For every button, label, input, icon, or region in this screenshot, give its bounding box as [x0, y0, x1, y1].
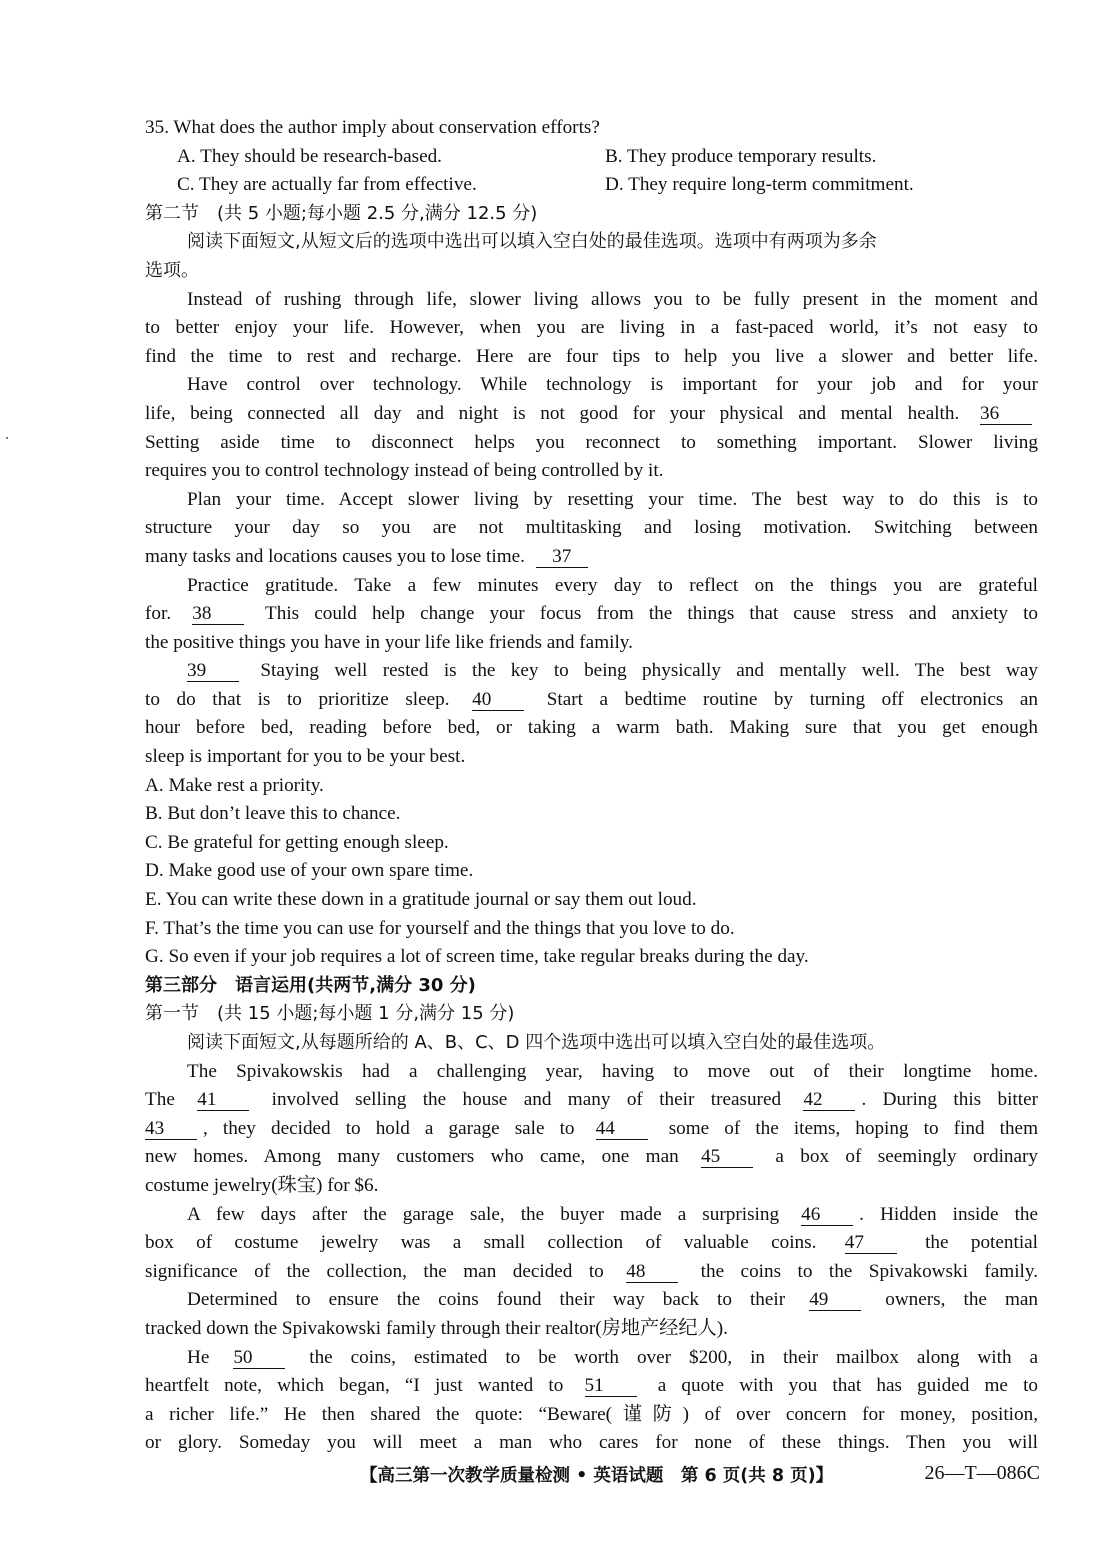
passage-line — [145, 1143, 1038, 1172]
passage-line — [145, 1229, 1038, 1258]
passage-text: Staying well rested is the key to being physically and mentally well. The best way — [260, 660, 1039, 682]
passage-text: heartfelt note, which began, “I just wanted to — [145, 1375, 564, 1397]
passage-text: to do that is to prioritize sleep. — [145, 688, 450, 710]
blank-42[interactable]: 42 — [803, 1090, 855, 1111]
option-a[interactable]: A. Make rest a priority. — [145, 774, 324, 796]
part-3-instruction: 阅读下面短文,从每题所给的 A、B、C、D 四个选项中选出可以填入空白处的最佳选项。 — [187, 1032, 886, 1053]
passage-text: He — [187, 1346, 210, 1368]
option-c[interactable]: C. Be grateful for getting enough sleep. — [145, 831, 449, 853]
passage-line: to better enjoy your life. However, when you are living in a fast-paced world, it’s not easy to — [145, 317, 1038, 339]
passage-line: Instead of rushing through life, slower living allows you to be fully present in the moment and — [187, 288, 1038, 310]
passage-text: This could help change your focus from the things that cause stress and anxiety to — [265, 603, 1039, 625]
option-e[interactable]: E. You can write these down in a gratitude journal or say them out loud. — [145, 889, 697, 911]
blank-47[interactable]: 47 — [845, 1233, 897, 1254]
passage-text: box of costume jewelry was a small collection of valuable coins. — [145, 1232, 817, 1254]
passage-line: Plan your time. Accept slower living by resetting your time. The best way to do this is to — [187, 488, 1038, 510]
blank-36[interactable]: 36 — [980, 404, 1032, 425]
option-b[interactable]: B. But don’t leave this to chance. — [145, 803, 401, 825]
passage-line: sleep is important for you to be your best. — [145, 746, 466, 768]
section-2-instruction: 阅读下面短文,从短文后的选项中选出可以填入空白处的最佳选项。选项中有两项为多余 — [187, 231, 877, 253]
passage-text: the coins, estimated to be worth over $200, in their mailbox along with a — [309, 1346, 1038, 1368]
blank-41[interactable]: 41 — [197, 1090, 249, 1111]
q35-option-b[interactable]: B. They produce temporary results. — [605, 145, 877, 167]
passage-text: a quote with you that has guided me to — [657, 1375, 1039, 1397]
passage-line — [145, 600, 1038, 629]
question-35-stem: 35. What does the author imply about conservation efforts? — [145, 117, 600, 138]
passage-text: A few days after the garage sale, the buyer made a surprising — [187, 1203, 780, 1225]
passage-line: tracked down the Spivakowski family through their realtor(房地产经纪人). — [145, 1317, 728, 1339]
passage-line: the positive things you have in your life like friends and family. — [145, 631, 633, 653]
q35-option-a[interactable]: A. They should be research-based. — [177, 145, 442, 167]
passage-text: the potential — [925, 1232, 1039, 1254]
passage-line: costume jewelry(珠宝) for $6. — [145, 1174, 379, 1196]
passage-text: The — [145, 1089, 175, 1111]
passage-line: requires you to control technology instead of being controlled by it. — [145, 460, 664, 482]
blank-48[interactable]: 48 — [626, 1262, 678, 1283]
passage-line — [145, 1258, 1038, 1287]
passage-text: life, being connected all day and night is not good for your physical and mental health. — [145, 402, 960, 424]
part-3-heading: 第三部分 语言运用(共两节,满分 30 分) — [145, 974, 476, 996]
option-d[interactable]: D. Make good use of your own spare time. — [145, 860, 474, 882]
passage-text: involved selling the house and many of their treasured — [271, 1089, 782, 1111]
passage-line — [145, 1201, 1038, 1230]
passage-line — [145, 543, 1038, 572]
passage-text: . During this bitter — [861, 1089, 1038, 1111]
blank-40[interactable]: 40 — [472, 690, 524, 711]
passage-text: . Hidden inside the — [859, 1203, 1039, 1225]
blank-37[interactable]: 37 — [536, 547, 588, 568]
passage-line — [145, 657, 1038, 686]
passage-line: Have control over technology. While technology is important for your job and for your — [187, 374, 1038, 396]
blank-44[interactable]: 44 — [596, 1119, 648, 1140]
passage-line: a richer life.” He then shared the quote: “Beware(谨防) of over concern for money, position, — [145, 1403, 1038, 1425]
passage-line: The Spivakowskis had a challenging year, having to move out of their longtime home. — [187, 1060, 1038, 1082]
passage-line: hour before bed, reading before bed, or taking a warm bath. Making sure that you get enough — [145, 717, 1038, 739]
passage-line — [145, 1086, 1038, 1115]
page-footer — [360, 1462, 1040, 1487]
passage-line — [145, 1115, 1038, 1144]
blank-43[interactable]: 43 — [145, 1119, 197, 1140]
q35-option-c[interactable]: C. They are actually far from effective. — [177, 174, 477, 196]
option-f[interactable]: F. That’s the time you can use for yourself and the things that you love to do. — [145, 917, 735, 939]
footer-code: 26—T—086C — [924, 1462, 1040, 1484]
passage-text: new homes. Among many customers who came, one man — [145, 1146, 679, 1168]
blank-49[interactable]: 49 — [809, 1290, 861, 1311]
section-2-instruction-cont: 选项。 — [145, 259, 199, 281]
section-2-heading: 第二节 (共 5 小题;每小题 2.5 分,满分 12.5 分) — [145, 202, 538, 224]
passage-line: Practice gratitude. Take a few minutes every day to reflect on the things you are grateful — [187, 574, 1038, 596]
passage-line: find the time to rest and recharge. Here are four tips to help you live a slower and better life. — [145, 345, 1038, 367]
passage-line — [145, 400, 1038, 429]
passage-line: Setting aside time to disconnect helps you reconnect to something important. Slower living — [145, 431, 1038, 453]
blank-38[interactable]: 38 — [192, 604, 244, 625]
question-35-options-row2 — [145, 171, 1038, 200]
passage-text: the coins to the Spivakowski family. — [700, 1260, 1038, 1282]
blank-45[interactable]: 45 — [701, 1147, 753, 1168]
passage-text: for. — [145, 603, 172, 625]
part-3-section-1-heading: 第一节 (共 15 小题;每小题 1 分,满分 15 分) — [145, 1003, 515, 1025]
passage-line — [145, 1344, 1038, 1373]
passage-line: or glory. Someday you will meet a man who cares for none of these things. Then you will — [145, 1432, 1038, 1454]
passage-line — [145, 1286, 1038, 1315]
passage-text: many tasks and locations causes you to lose time. — [145, 545, 525, 567]
passage-text: a box of seemingly ordinary — [775, 1146, 1039, 1168]
passage-line: structure your day so you are not multitasking and losing motivation. Switching between — [145, 517, 1038, 539]
q35-option-d[interactable]: D. They require long-term commitment. — [605, 174, 914, 196]
passage-line — [145, 686, 1038, 715]
passage-text: owners, the man — [885, 1289, 1039, 1311]
blank-51[interactable]: 51 — [585, 1376, 637, 1397]
passage-text: some of the items, hoping to find them — [668, 1117, 1038, 1139]
passage-text: Start a bedtime routine by turning off electronics an — [546, 688, 1039, 710]
passage-line — [145, 1372, 1038, 1401]
scan-speck — [6, 437, 8, 439]
question-35-options-row1 — [145, 143, 1038, 172]
blank-39[interactable]: 39 — [187, 661, 239, 682]
passage-text: significance of the collection, the man decided to — [145, 1260, 604, 1282]
option-g[interactable]: G. So even if your job requires a lot of screen time, take regular breaks during the day. — [145, 946, 809, 968]
blank-50[interactable]: 50 — [233, 1348, 285, 1369]
exam-page — [145, 114, 1038, 1458]
passage-text: Determined to ensure the coins found their way back to their — [187, 1289, 786, 1311]
blank-46[interactable]: 46 — [801, 1205, 853, 1226]
footer-title: 【高三第一次教学质量检测 • 英语试题 第 6 页(共 8 页)】 — [360, 1466, 834, 1486]
passage-text: , they decided to hold a garage sale to — [203, 1117, 575, 1139]
